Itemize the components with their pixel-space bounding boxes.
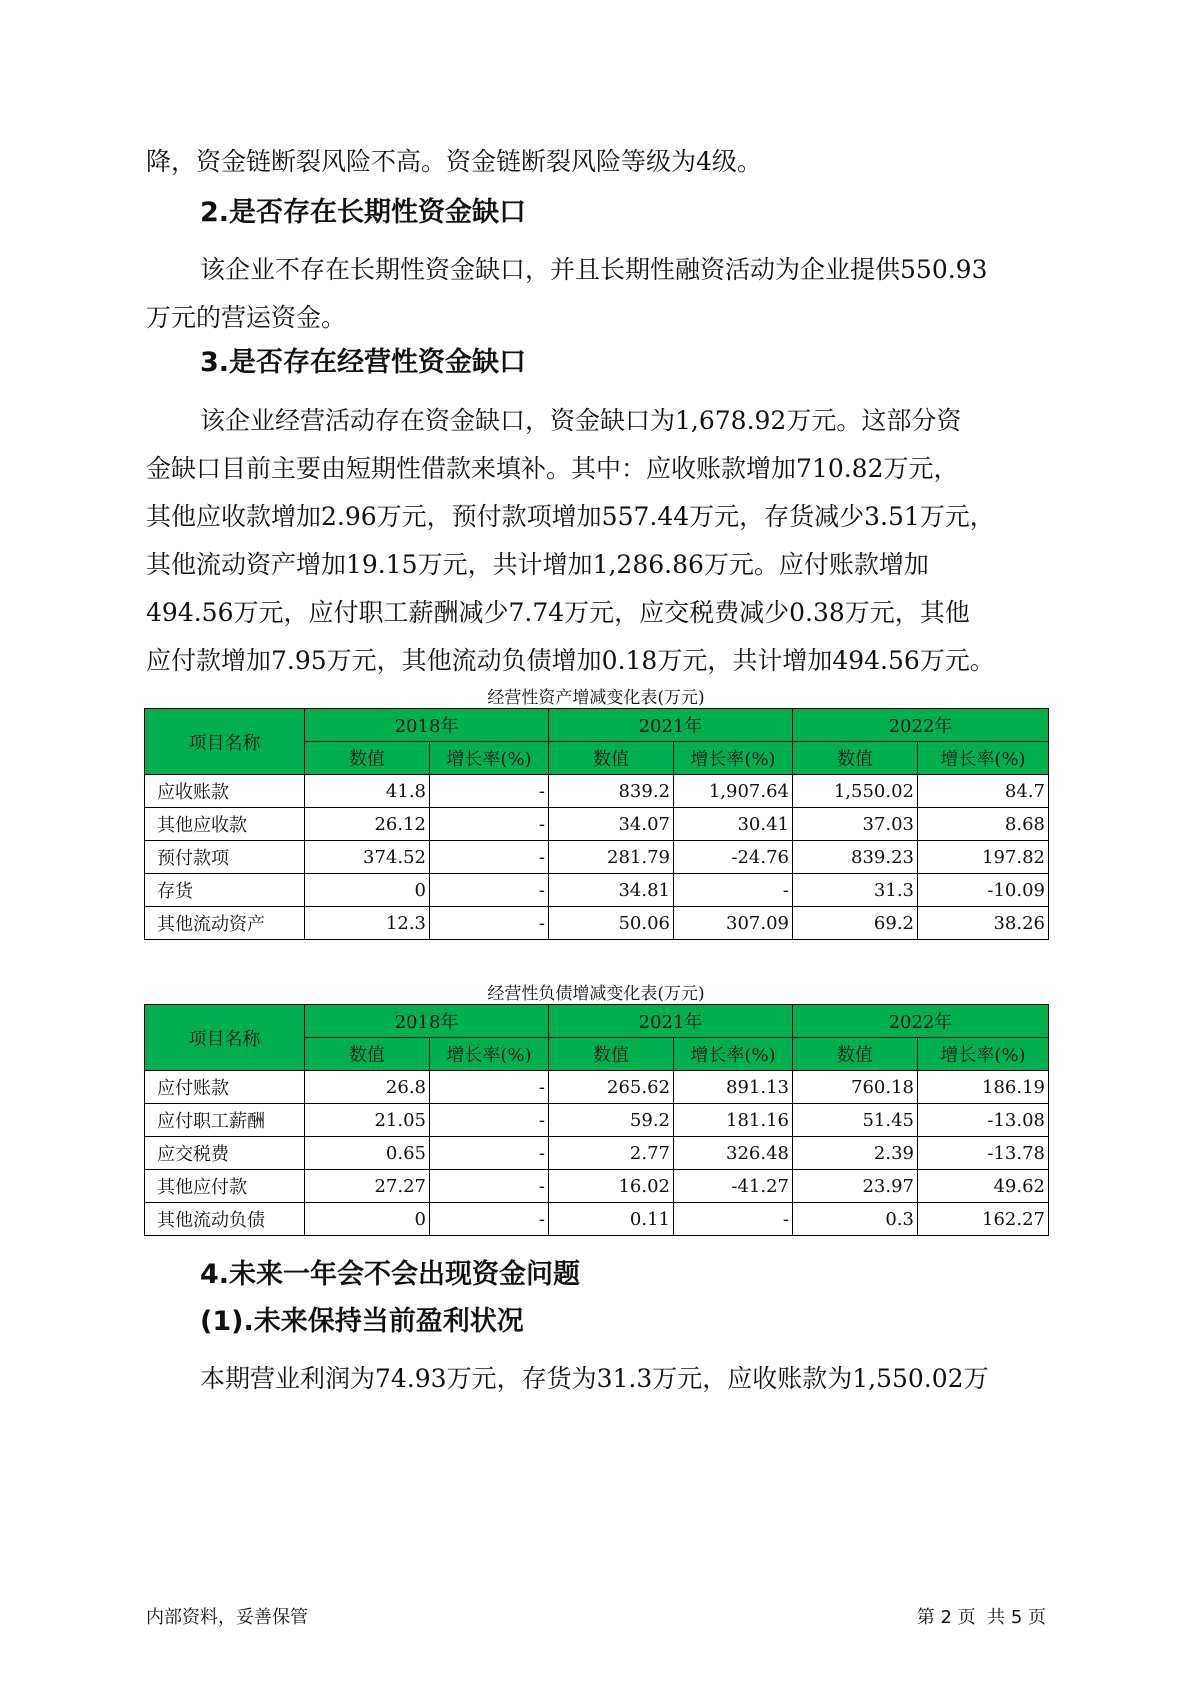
value-cell: -	[430, 874, 549, 907]
value-cell: 41.8	[305, 775, 430, 808]
value-cell: 84.7	[918, 775, 1049, 808]
value-header: 数值	[305, 1038, 430, 1071]
year-header: 2018年	[305, 709, 549, 742]
row-label-cell: 应交税费	[145, 1137, 305, 1170]
section-heading-2: 2.是否存在长期性资金缺口	[200, 197, 527, 228]
value-cell: 374.52	[305, 841, 430, 874]
table-row	[145, 1137, 1049, 1170]
subsection-heading-4-1: (1).未来保持当前盈利状况	[200, 1306, 524, 1337]
value-cell: 21.05	[305, 1104, 430, 1137]
value-cell: 2.77	[549, 1137, 674, 1170]
table-row	[145, 1104, 1049, 1137]
value-cell: 16.02	[549, 1170, 674, 1203]
section-heading-4: 4.未来一年会不会出现资金问题	[200, 1259, 581, 1290]
paragraph-line: 降，资金链断裂风险不高。资金链断裂风险等级为4级。	[146, 147, 762, 176]
value-cell: -	[430, 907, 549, 940]
row-label-cell: 预付款项	[145, 841, 305, 874]
value-cell: 197.82	[918, 841, 1049, 874]
growth-header: 增长率(%)	[674, 1038, 793, 1071]
value-cell: 31.3	[793, 874, 918, 907]
value-cell: 181.16	[674, 1104, 793, 1137]
year-header: 2022年	[793, 1005, 1049, 1038]
value-cell: 0	[305, 874, 430, 907]
value-cell: 307.09	[674, 907, 793, 940]
paragraph-long-term-gap	[146, 246, 1046, 342]
row-label-cell: 存货	[145, 874, 305, 907]
year-header: 2022年	[793, 709, 1049, 742]
table-row	[145, 1071, 1049, 1104]
year-header: 2021年	[549, 709, 793, 742]
value-cell: -	[430, 1170, 549, 1203]
growth-header: 增长率(%)	[918, 742, 1049, 775]
value-cell: 281.79	[549, 841, 674, 874]
value-cell: 760.18	[793, 1071, 918, 1104]
growth-header: 增长率(%)	[918, 1038, 1049, 1071]
paragraph-line: 金缺口目前主要由短期性借款来填补。其中：应收账款增加710.82万元，	[146, 454, 959, 483]
value-cell: 38.26	[918, 907, 1049, 940]
table-row	[145, 775, 1049, 808]
value-header: 数值	[305, 742, 430, 775]
footer-page-number: 第 2 页 共 5 页	[916, 1607, 1046, 1628]
footer-confidential: 内部资料，妥善保管	[146, 1607, 308, 1628]
row-label-cell: 其他应收款	[145, 808, 305, 841]
item-name-header: 项目名称	[145, 709, 305, 775]
value-cell: 23.97	[793, 1170, 918, 1203]
value-cell: -	[430, 1203, 549, 1236]
value-cell: 59.2	[549, 1104, 674, 1137]
value-cell: 0.3	[793, 1203, 918, 1236]
value-header: 数值	[793, 1038, 918, 1071]
value-cell: -13.78	[918, 1137, 1049, 1170]
paragraph-line: 本期营业利润为74.93万元，存货为31.3万元，应收账款为1,550.02万	[200, 1364, 989, 1393]
item-name-header: 项目名称	[145, 1005, 305, 1071]
row-label-cell: 其他流动资产	[145, 907, 305, 940]
value-cell: -	[430, 1071, 549, 1104]
value-cell: 34.81	[549, 874, 674, 907]
value-cell: 162.27	[918, 1203, 1049, 1236]
year-header: 2018年	[305, 1005, 549, 1038]
paragraph-line: 该企业不存在长期性资金缺口，并且长期性融资活动为企业提供550.93	[200, 255, 988, 284]
value-cell: 891.13	[674, 1071, 793, 1104]
paragraph-operating-gap	[146, 397, 1046, 685]
assets-table	[144, 708, 1049, 940]
growth-header: 增长率(%)	[430, 742, 549, 775]
table-row	[145, 808, 1049, 841]
paragraph-line: 其他流动资产增加19.15万元，共计增加1,286.86万元。应付账款增加	[146, 550, 929, 579]
value-cell: 839.2	[549, 775, 674, 808]
value-cell: 51.45	[793, 1104, 918, 1137]
value-cell: 26.12	[305, 808, 430, 841]
value-cell: 0	[305, 1203, 430, 1236]
value-cell: 2.39	[793, 1137, 918, 1170]
paragraph-line: 万元的营运资金。	[146, 303, 347, 332]
value-cell: 34.07	[549, 808, 674, 841]
row-label-cell: 其他流动负债	[145, 1203, 305, 1236]
value-cell: -	[430, 775, 549, 808]
year-header: 2021年	[549, 1005, 793, 1038]
table-row	[145, 1170, 1049, 1203]
paragraph-line: 该企业经营活动存在资金缺口，资金缺口为1,678.92万元。这部分资	[200, 406, 962, 435]
value-cell: 839.23	[793, 841, 918, 874]
table-row	[145, 841, 1049, 874]
growth-header: 增长率(%)	[430, 1038, 549, 1071]
value-cell: -	[430, 1137, 549, 1170]
value-cell: 27.27	[305, 1170, 430, 1203]
value-cell: 1,550.02	[793, 775, 918, 808]
value-cell: -	[674, 874, 793, 907]
paragraph-line: 其他应收款增加2.96万元，预付款项增加557.44万元，存货减少3.51万元，	[146, 502, 995, 531]
value-header: 数值	[549, 742, 674, 775]
row-label-cell: 其他应付款	[145, 1170, 305, 1203]
table-row	[145, 874, 1049, 907]
paragraph-line: 应付款增加7.95万元，其他流动负债增加0.18万元，共计增加494.56万元。	[146, 646, 995, 675]
value-cell: 0.11	[549, 1203, 674, 1236]
row-label-cell: 应付账款	[145, 1071, 305, 1104]
value-header: 数值	[549, 1038, 674, 1071]
section-heading-3: 3.是否存在经营性资金缺口	[200, 347, 527, 378]
assets-table-body	[145, 775, 1049, 940]
row-label-cell: 应收账款	[145, 775, 305, 808]
value-cell: 1,907.64	[674, 775, 793, 808]
value-cell: 49.62	[918, 1170, 1049, 1203]
value-cell: 26.8	[305, 1071, 430, 1104]
paragraph-line: 494.56万元，应付职工薪酬减少7.74万元，应交税费减少0.38万元，其他	[146, 598, 970, 627]
value-cell: 37.03	[793, 808, 918, 841]
row-label-cell: 应付职工薪酬	[145, 1104, 305, 1137]
value-cell: 326.48	[674, 1137, 793, 1170]
value-cell: -	[430, 808, 549, 841]
value-cell: 69.2	[793, 907, 918, 940]
value-cell: 30.41	[674, 808, 793, 841]
value-cell: -24.76	[674, 841, 793, 874]
liabilities-table-caption: 经营性负债增减变化表(万元)	[487, 984, 705, 1004]
value-cell: 265.62	[549, 1071, 674, 1104]
value-cell: -	[430, 841, 549, 874]
table-row	[145, 1203, 1049, 1236]
value-cell: -41.27	[674, 1170, 793, 1203]
value-cell: 50.06	[549, 907, 674, 940]
value-cell: 0.65	[305, 1137, 430, 1170]
value-header: 数值	[793, 742, 918, 775]
value-cell: 12.3	[305, 907, 430, 940]
liabilities-table	[144, 1004, 1049, 1236]
growth-header: 增长率(%)	[674, 742, 793, 775]
paragraph-forecast	[146, 1355, 1046, 1403]
value-cell: 186.19	[918, 1071, 1049, 1104]
value-cell: -13.08	[918, 1104, 1049, 1137]
table-row	[145, 907, 1049, 940]
value-cell: -	[430, 1104, 549, 1137]
liabilities-table-body	[145, 1071, 1049, 1236]
assets-table-caption: 经营性资产增减变化表(万元)	[487, 688, 705, 708]
value-cell: -	[674, 1203, 793, 1236]
paragraph-continuation	[146, 138, 1046, 186]
value-cell: 8.68	[918, 808, 1049, 841]
value-cell: -10.09	[918, 874, 1049, 907]
